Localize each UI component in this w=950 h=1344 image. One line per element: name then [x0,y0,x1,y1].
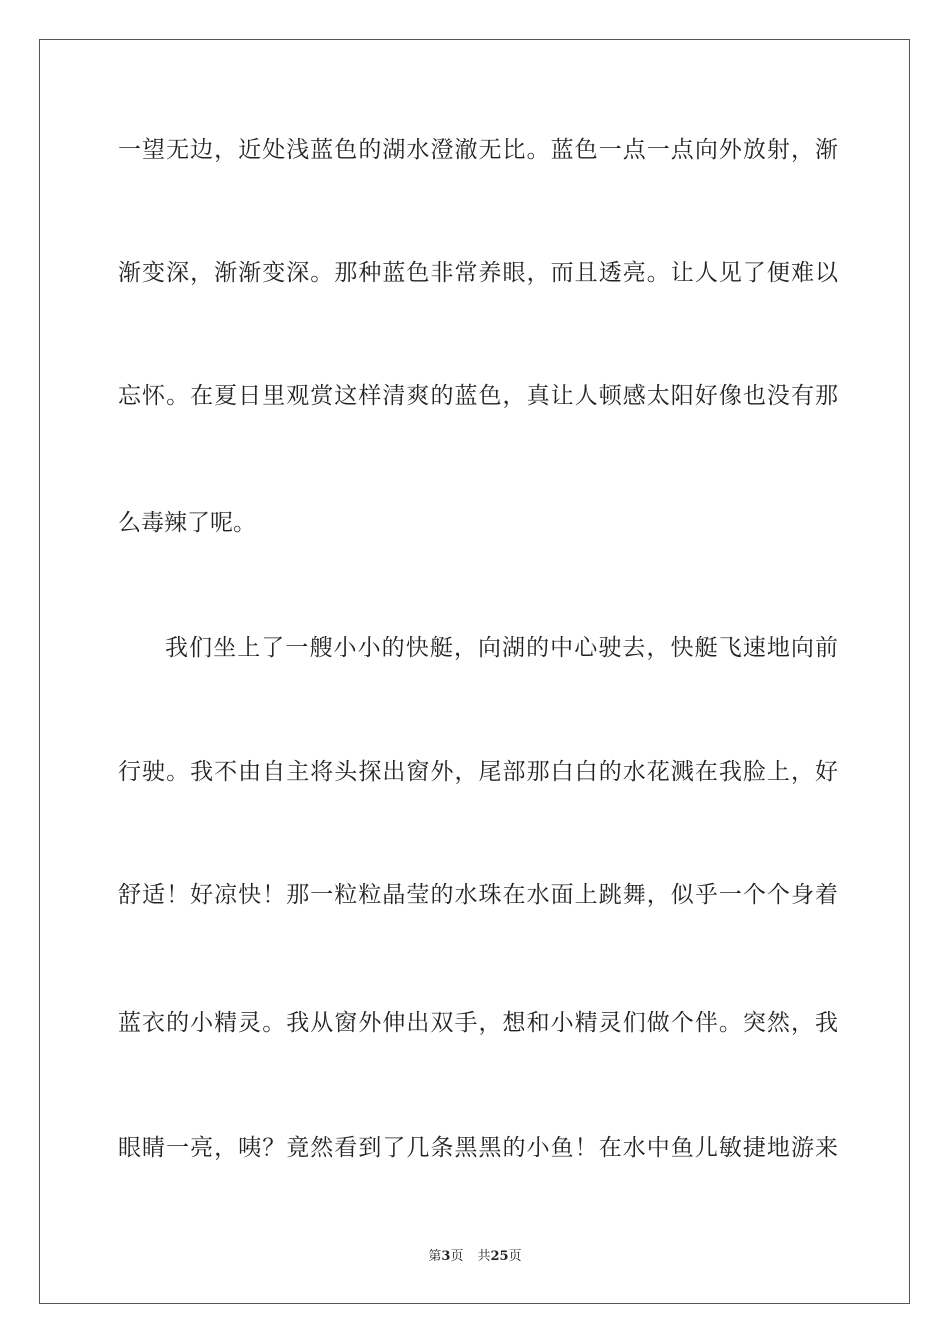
text-line-8: 蓝衣的小精灵。我从窗外伸出双手，想和小精灵们做个伴。突然，我 [118,1010,838,1036]
paragraph-start-line: 我们坐上了一艘小小的快艇，向湖的中心驶去，快艇飞速地向前 [165,635,838,661]
text-line-4: 么毒辣了呢。 [118,510,256,536]
total-prefix: 共 [477,1249,491,1264]
text-line-3: 忘怀。在夏日里观赏这样清爽的蓝色，真让人顿感太阳好像也没有那 [118,383,838,409]
text-line-1: 一望无边，近处浅蓝色的湖水澄澈无比。蓝色一点一点向外放射，渐 [118,137,838,163]
text-line-9: 眼睛一亮，咦？竟然看到了几条黑黑的小鱼！在水中鱼儿敏捷地游来 [118,1135,838,1161]
page-border [39,39,910,1304]
page-footer [0,1248,950,1266]
total-suffix: 页 [508,1249,522,1264]
page-number: 3 [441,1249,451,1264]
text-line-7: 舒适！好凉快！那一粒粒晶莹的水珠在水面上跳舞，似乎一个个身着 [118,882,838,908]
page-prefix: 第 [428,1249,442,1264]
text-line-2: 渐变深，渐渐变深。那种蓝色非常养眼，而且透亮。让人见了便难以 [118,260,838,286]
page-suffix: 页 [450,1249,464,1264]
total-pages: 25 [490,1249,509,1264]
text-line-6: 行驶。我不由自主将头探出窗外，尾部那白白的水花溅在我脸上，好 [118,759,838,785]
